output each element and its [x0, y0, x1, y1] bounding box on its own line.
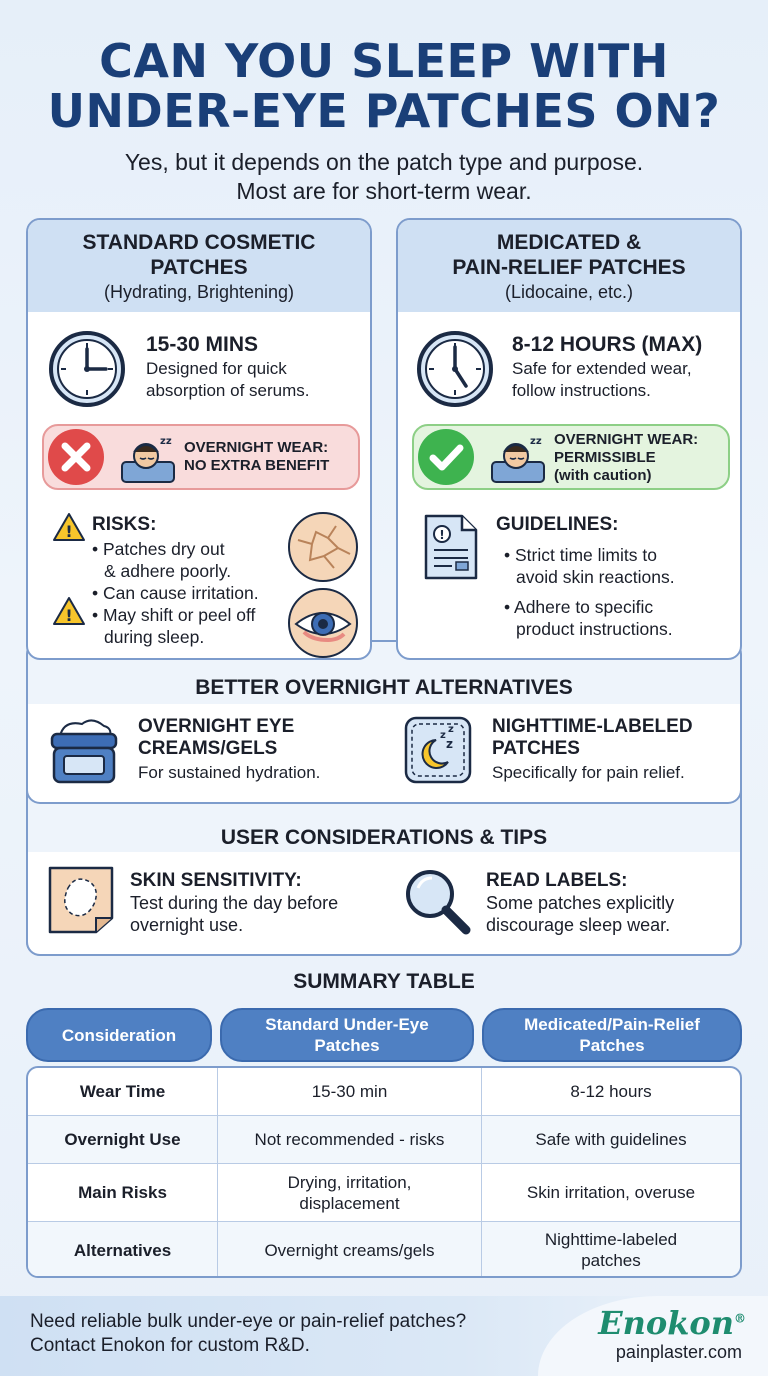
footer-line-1: Need reliable bulk under-eye or pain-relief patches? — [30, 1311, 467, 1332]
irritated-eye-icon — [286, 586, 360, 660]
title-line-2: UNDER-EYE PATCHES ON? — [47, 84, 721, 138]
guideline-2-line-2: product instructions. — [516, 619, 673, 639]
title-line-1: CAN YOU SLEEP WITH — [99, 34, 669, 88]
table-row — [28, 1222, 740, 1278]
svg-text:zz: zz — [530, 436, 542, 447]
table-cell: Drying, irritation, displacement — [218, 1164, 482, 1221]
subtitle-line-1: Yes, but it depends on the patch type and purpose. — [124, 149, 644, 175]
footer-cta[interactable] — [30, 1310, 466, 1358]
sleeping-person-icon — [488, 432, 548, 491]
standard-heading-2: PATCHES — [150, 256, 248, 279]
standard-patches-card — [26, 218, 372, 660]
medicated-time-desc-2: follow instructions. — [512, 381, 651, 400]
alternative-1-title-2: CREAMS/GELS — [138, 738, 278, 759]
guideline-1-line-2: avoid skin reactions. — [516, 567, 675, 587]
tip-2-desc-2: discourage sleep wear. — [486, 915, 671, 935]
medicated-overnight-line-2: PERMISSIBLE — [554, 449, 656, 466]
tip-1-title: SKIN SENSITIVITY: — [130, 870, 302, 891]
alternative-1-desc: For sustained hydration. — [138, 763, 321, 782]
risks-title: RISKS: — [92, 514, 157, 535]
standard-time-desc-2: absorption of serums. — [146, 381, 310, 400]
standard-card-header — [28, 220, 370, 312]
medicated-heading-1: MEDICATED & — [496, 231, 642, 254]
clock-icon — [48, 330, 126, 413]
table-cell: Wear Time — [28, 1068, 218, 1115]
skin-patch-icon — [46, 864, 116, 941]
table-cell: Overnight Use — [28, 1116, 218, 1163]
tip-2-desc-1: Some patches explicitly — [486, 893, 675, 913]
warning-icon — [52, 512, 86, 547]
guidelines-title: GUIDELINES: — [496, 514, 619, 535]
medicated-overnight-badge — [412, 424, 730, 490]
footer — [0, 1296, 768, 1376]
table-cell: 8-12 hours — [570, 1082, 652, 1101]
sleeping-person-icon — [118, 432, 178, 491]
summary-table — [26, 1066, 742, 1278]
cream-jar-icon — [46, 714, 122, 791]
table-row — [28, 1116, 740, 1164]
standard-time-block — [146, 332, 309, 402]
alternative-2-title-1: NIGHTTIME-LABELED — [492, 716, 693, 737]
tip-2 — [486, 870, 674, 936]
tip-1 — [130, 870, 338, 936]
medicated-time: 8-12 HOURS (MAX) — [512, 333, 703, 356]
tip-1-desc-1: Test during the day before — [130, 893, 339, 913]
standard-heading-1: STANDARD COSMETIC — [82, 231, 316, 254]
standard-overnight-line-2: NO EXTRA BENEFIT — [184, 457, 330, 474]
svg-text:!: ! — [65, 522, 73, 541]
medicated-time-desc-1: Safe for extended wear, — [512, 359, 692, 378]
guideline-2-line-1: • Adhere to specific — [504, 597, 654, 617]
guidelines-list — [504, 544, 675, 640]
standard-overnight-text — [184, 439, 329, 475]
medicated-time-block — [512, 332, 702, 402]
table-cell: Safe with guidelines — [535, 1130, 687, 1149]
document-icon — [422, 512, 480, 587]
table-cell: Alternatives — [28, 1222, 218, 1278]
alternative-1-title-1: OVERNIGHT EYE — [138, 716, 295, 737]
table-cell: 15-30 min — [218, 1068, 482, 1115]
page-title — [0, 36, 768, 136]
summary-title: SUMMARY TABLE — [293, 970, 475, 993]
warning-icon — [52, 596, 86, 631]
table-row — [28, 1164, 740, 1222]
table-row — [28, 1068, 740, 1116]
risk-1-line-2: & adhere poorly. — [104, 561, 232, 581]
svg-text:z: z — [440, 730, 446, 741]
check-mark-icon — [412, 424, 482, 495]
table-cell: Overnight creams/gels — [218, 1222, 482, 1278]
standard-time: 15-30 MINS — [146, 333, 259, 356]
risk-1 — [92, 538, 259, 648]
risk-3-line-1: • May shift or peel off — [92, 605, 256, 625]
subtitle-line-2: Most are for short-term wear. — [236, 178, 532, 204]
tip-1-desc-2: overnight use. — [130, 915, 244, 935]
moon-patch-icon — [400, 712, 476, 793]
footer-line-2: Contact Enokon for custom R&D. — [30, 1335, 310, 1356]
medicated-card-header — [398, 220, 740, 312]
standard-subheading: (Hydrating, Brightening) — [103, 282, 295, 302]
risk-1-line-1: • Patches dry out — [92, 539, 225, 559]
alternative-1 — [138, 716, 320, 784]
magnifier-icon — [400, 864, 474, 943]
standard-overnight-line-1: OVERNIGHT WEAR: — [184, 439, 329, 456]
svg-text:z: z — [446, 737, 453, 751]
tips-title: USER CONSIDERATIONS & TIPS — [220, 826, 548, 849]
medicated-overnight-line-3: (with caution) — [554, 467, 652, 484]
standard-time-desc-1: Designed for quick — [146, 359, 287, 378]
brand-name: Enokon — [598, 1304, 734, 1342]
medicated-patches-card — [396, 218, 742, 660]
guideline-1-line-1: • Strict time limits to — [504, 545, 657, 565]
website-link[interactable]: painplaster.com — [615, 1342, 742, 1362]
table-header-consideration: Consideration — [26, 1008, 212, 1062]
svg-text:zz: zz — [160, 436, 172, 447]
standard-overnight-badge — [42, 424, 360, 490]
registered-mark: ® — [734, 1311, 746, 1326]
medicated-subheading: (Lidocaine, etc.) — [504, 282, 634, 302]
table-cell: Nighttime-labeled patches — [544, 1230, 678, 1270]
alternatives-title: BETTER OVERNIGHT ALTERNATIVES — [195, 676, 573, 699]
x-mark-icon — [42, 424, 112, 495]
table-cell: Main Risks — [28, 1164, 218, 1221]
tip-2-title: READ LABELS: — [486, 870, 628, 891]
medicated-overnight-line-1: OVERNIGHT WEAR: — [554, 431, 699, 448]
medicated-overnight-text — [554, 431, 698, 485]
cracked-skin-icon — [286, 510, 360, 589]
svg-text:!: ! — [439, 528, 445, 542]
table-header-medicated: Medicated/Pain-Relief Patches — [482, 1008, 742, 1062]
page-subtitle — [0, 148, 768, 206]
table-header-standard: Standard Under-Eye Patches — [220, 1008, 474, 1062]
medicated-heading-2: PAIN-RELIEF PATCHES — [452, 256, 686, 279]
risk-2: • Can cause irritation. — [92, 583, 259, 603]
brand-logo[interactable] — [598, 1304, 746, 1342]
svg-text:z: z — [448, 724, 454, 735]
alternative-2-title-2: PATCHES — [492, 738, 580, 759]
risk-3-line-2: during sleep. — [104, 627, 205, 647]
alternative-2-desc: Specifically for pain relief. — [492, 763, 685, 782]
table-cell: Skin irritation, overuse — [526, 1183, 696, 1202]
clock-icon — [416, 330, 494, 413]
table-cell: Not recommended - risks — [218, 1116, 482, 1163]
alternative-2 — [492, 716, 693, 784]
svg-text:!: ! — [65, 606, 73, 625]
